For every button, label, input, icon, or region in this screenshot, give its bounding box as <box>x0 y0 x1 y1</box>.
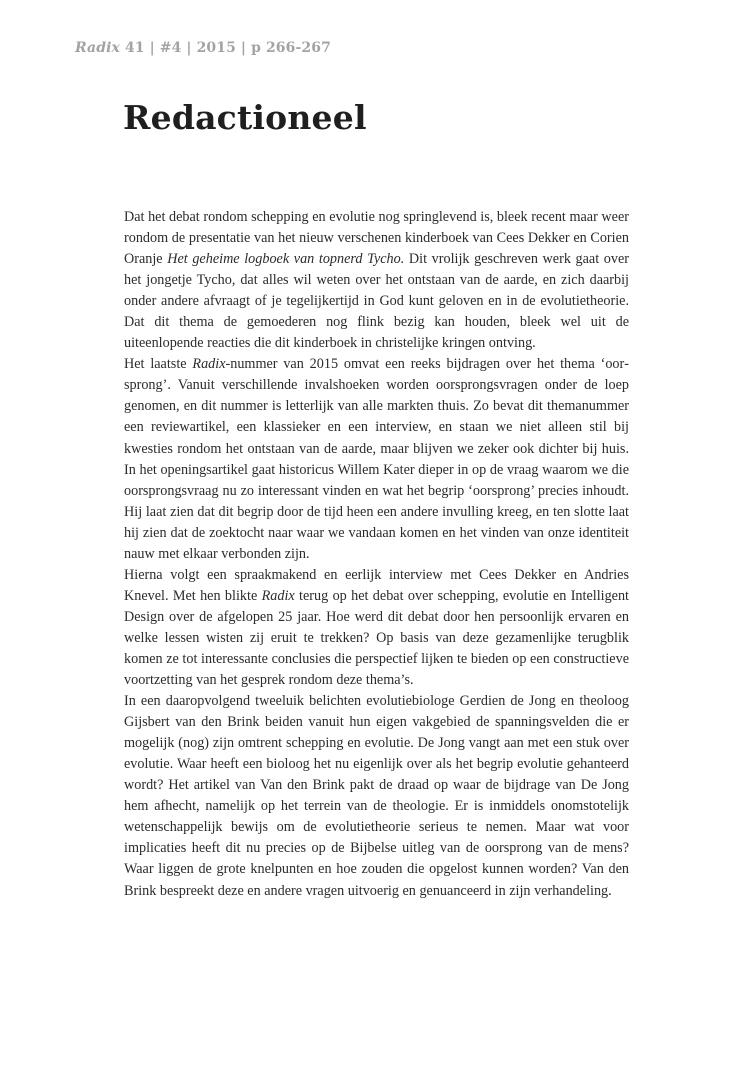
citation-info: 41 | #4 | 2015 | p 266-267 <box>119 40 331 56</box>
body-paragraph <box>124 354 629 564</box>
running-head <box>75 40 331 56</box>
journal-name: Radix <box>75 40 120 56</box>
text-segment: Dit vrolijk geschreven werk gaat over het jongetje Tycho, dat alles wil weten over het ontstaan van de aarde, en zich daarbij onder andere afvraagt of je tegelijkertijd in God kunt geloven en in de evolutietheorie. Dat dit thema de gemoederen nog flink bezig kan houden, bleek wel uit de uiteenlopende reacties die dit kinderboek in christelijke kringen ontving. <box>124 251 629 352</box>
text-segment: terug op het debat over schepping, evolutie en Intelligent Design over de afgelopen 25 jaar. Hoe werd dit debat door hen persoonlijk ervaren en welke lessen wisten zij eruit te trekken? Op basis van deze gezamenlijke terugblik komen ze tot interessante conclusies die perspectief lijken te bieden op een constructieve voortzetting van het gesprek rondom deze thema’s. <box>124 587 630 689</box>
italic-text-segment: Radix <box>261 587 295 604</box>
article-body <box>124 207 629 902</box>
body-paragraph <box>124 207 629 354</box>
text-segment: Dat het debat rondom schepping en evolutie nog springlevend is, bleek recent maar weer rondom de presentatie van het nieuw verschenen kinderboek van Cees Dekker en Corien Oranje <box>124 209 629 268</box>
article-title: Redactioneel <box>123 98 367 137</box>
text-segment: -nummer van 2015 omvat een reeks bijdragen over het thema ‘oorsprong’. Vanuit verschillende invalshoeken worden oorsprongsvragen onder de loep genomen, en dit nummer is letterlijk van alle markten thuis. Zo bevat dit themanummer een reviewartikel, een klassieker en een interview, en staan we niet alleen stil bij kwesties rondom het ontstaan van de aarde, maar blijven we zeker ook dichter bij huis. In het openingsartikel gaat historicus Willem Kater dieper in op de vraag waarom we die oorsprongsvraag nu zo interessant vinden en wat het begrip ‘oorsprong’ precies inhoudt. Hij laat zien dat dit begrip door de tijd heen een andere invulling kreeg, en ten slotte laat hij zien dat de zoektocht naar waar we vandaan komen en het vinden van onze identiteit nauw met elkaar verbonden zijn. <box>124 356 629 562</box>
body-paragraph <box>124 691 629 901</box>
italic-text-segment: Radix <box>192 356 226 373</box>
text-segment: Hierna volgt een spraakmakend en eerlijk interview met Cees Dekker en Andries Knevel. Met hen blikte <box>124 566 629 604</box>
text-segment: Het laatste <box>124 356 193 373</box>
body-paragraph <box>124 565 629 691</box>
italic-text-segment: Het geheime logboek van topnerd Tycho. <box>167 251 405 268</box>
text-segment: In een daaropvolgend tweeluik belichten evolutiebiologe Gerdien de Jong en theoloog Gijsbert van den Brink beiden vanuit hun eigen vakgebied de spanningsvelden die er mogelijk (nog) zijn omtrent schepping en evolutie. De Jong vangt aan met een stuk over evolutie. Waar heeft een bioloog het nu eigenlijk over als het begrip evolutie gehanteerd wordt? Het artikel van Van den Brink pakt de draad op waar de bijdrage van De Jong hem afhecht, namelijk op het terrein van de theologie. Er is inmiddels onomstotelijk wetenschappelijk bewijs om de evolutietheorie serieus te nemen. Maar wat voor implicaties heeft dit nu precies op de Bijbelse uitleg van de oorsprong van de mens? Waar liggen de grote knelpunten en hoe zouden die opgelost kunnen worden? Van den Brink bespreekt deze en andere vragen uitvoerig en genuanceerd in zijn verhandeling. <box>124 693 629 899</box>
